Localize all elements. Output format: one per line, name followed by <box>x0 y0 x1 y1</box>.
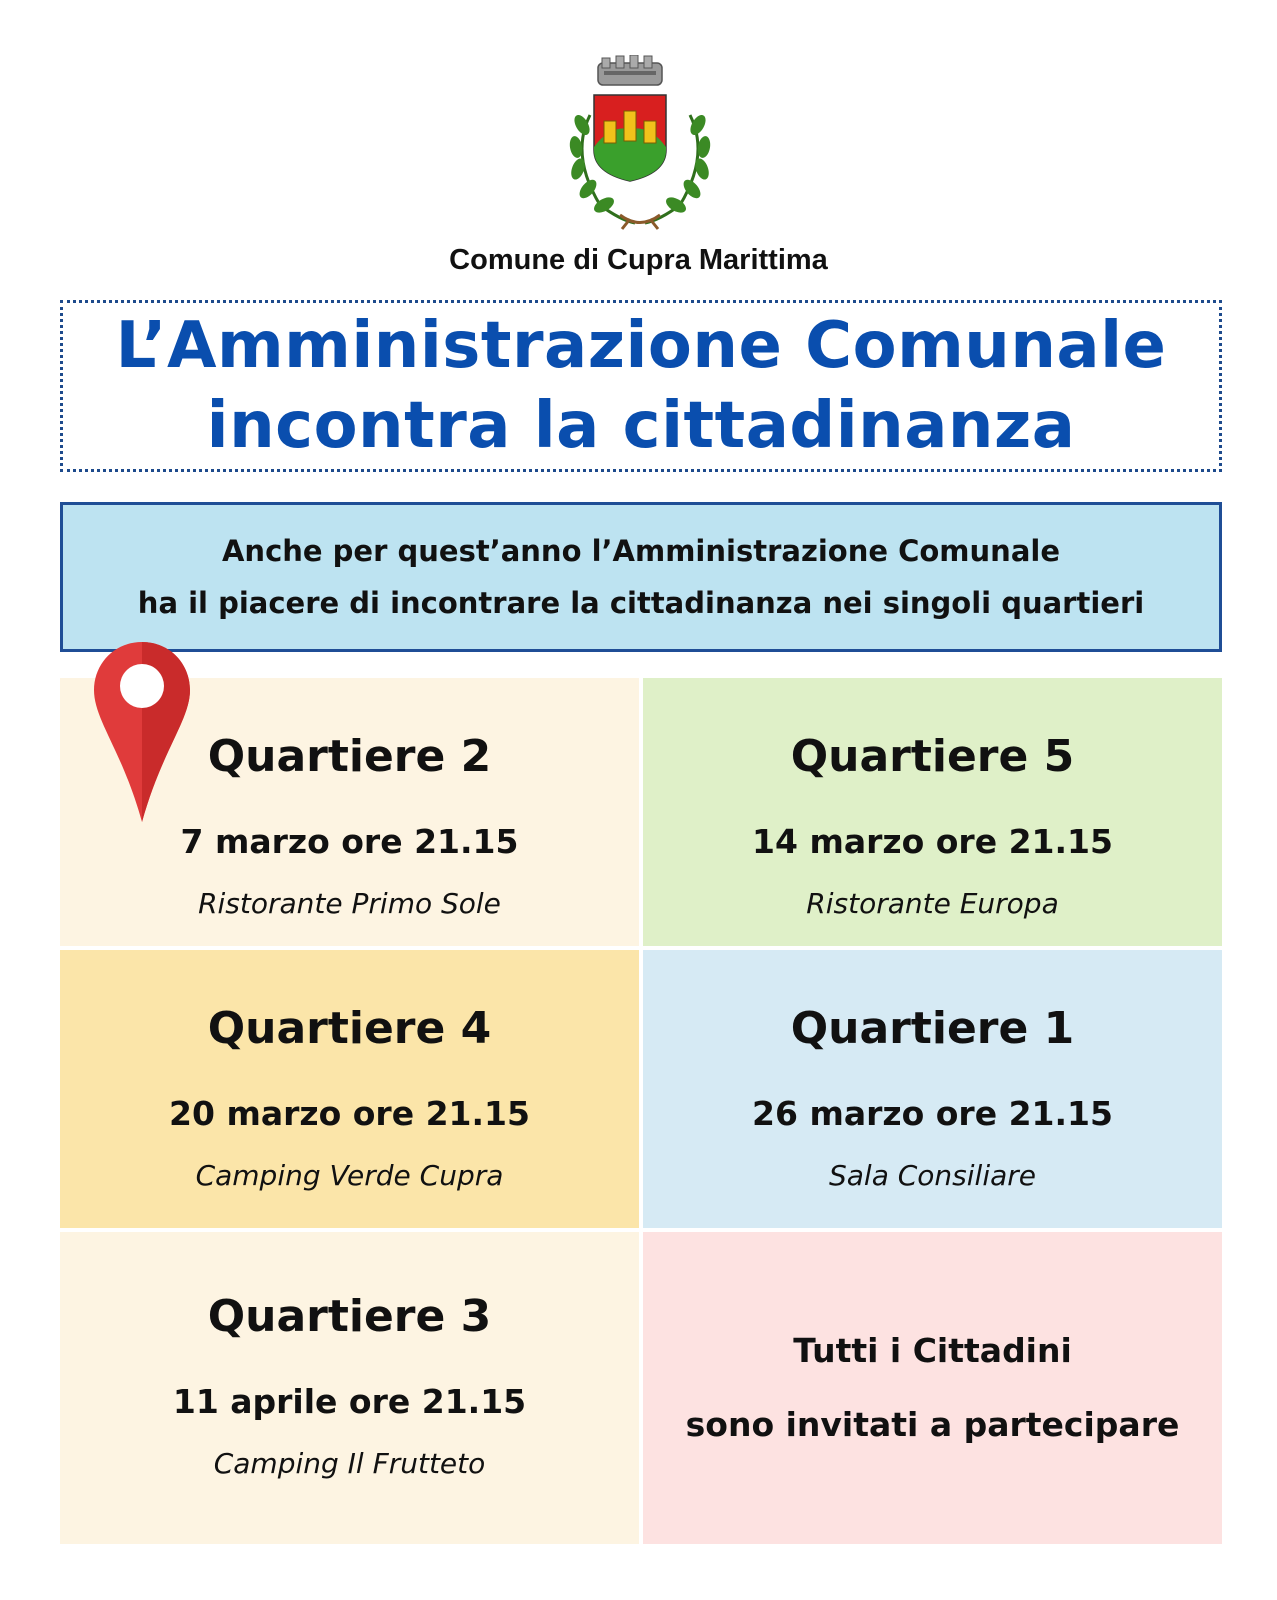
meeting-date: 11 aprile ore 21.15 <box>172 1382 527 1421</box>
meeting-date: 14 marzo ore 21.15 <box>752 822 1113 861</box>
municipality-name: Comune di Cupra Marittima <box>449 244 828 276</box>
meeting-place: Ristorante Primo Sole <box>198 887 501 920</box>
meeting-name: Quartiere 2 <box>207 731 492 782</box>
meeting-place: Sala Consiliare <box>828 1159 1037 1192</box>
title-box <box>60 300 1222 472</box>
title-line-2: incontra la cittadinanza <box>206 389 1076 463</box>
meeting-name: Quartiere 5 <box>790 731 1075 782</box>
meeting-place: Camping Verde Cupra <box>195 1159 504 1192</box>
meeting-date: 26 marzo ore 21.15 <box>752 1094 1113 1133</box>
meeting-card <box>60 950 639 1228</box>
meeting-date: 20 marzo ore 21.15 <box>169 1094 530 1133</box>
intro-box <box>60 502 1222 652</box>
meeting-card <box>643 678 1222 946</box>
meeting-place: Ristorante Europa <box>806 887 1059 920</box>
meeting-name: Quartiere 3 <box>207 1291 492 1342</box>
meeting-card <box>60 1232 639 1544</box>
invite-line-2: sono invitati a partecipare <box>685 1405 1180 1444</box>
intro-line-1: Anche per quest’anno l’Amministrazione Comunale <box>221 534 1060 568</box>
meeting-card <box>643 950 1222 1228</box>
coat-of-arms-icon <box>560 55 720 230</box>
invite-card <box>643 1232 1222 1544</box>
meeting-name: Quartiere 4 <box>207 1003 492 1054</box>
meeting-place: Camping Il Frutteto <box>213 1447 486 1480</box>
meeting-date: 7 marzo ore 21.15 <box>180 822 519 861</box>
invite-line-1: Tutti i Cittadini <box>793 1331 1072 1370</box>
meeting-name: Quartiere 1 <box>790 1003 1075 1054</box>
intro-line-2: ha il piacere di incontrare la cittadinanza nei singoli quartieri <box>137 586 1145 620</box>
map-pin-icon <box>92 640 192 825</box>
title-line-1: L’Amministrazione Comunale <box>115 309 1167 383</box>
